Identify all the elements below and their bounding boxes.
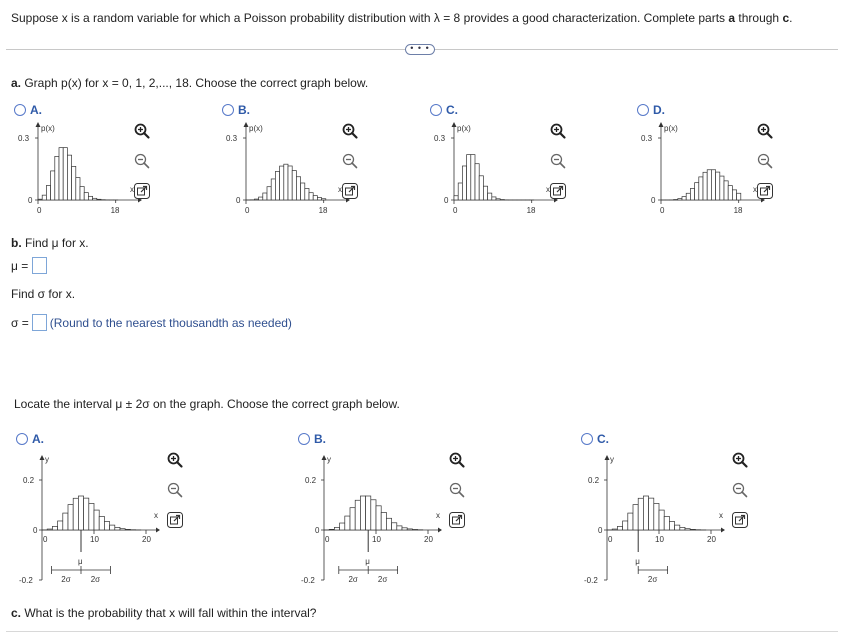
y-tick-top: 0.3 — [434, 134, 446, 143]
y-tick-top: 0.2 — [305, 476, 317, 485]
part-a-option-3-zoom-in-icon[interactable] — [756, 122, 776, 142]
sigma-input[interactable] — [32, 314, 47, 331]
bar — [350, 508, 355, 530]
part-b-prompt — [11, 236, 89, 250]
question-prefix: Suppose x is a random variable for which a Poisson probability distribution with λ = 8 provides a good characterization. Complete parts — [11, 11, 729, 25]
bar — [471, 155, 475, 200]
part-a-graph-2 — [430, 118, 560, 218]
x-tick-end: 20 — [142, 535, 151, 544]
part-a-option-0[interactable] — [14, 103, 42, 117]
bar — [716, 172, 720, 200]
option-letter: A. — [30, 103, 42, 117]
bar — [334, 527, 339, 530]
bar — [76, 178, 80, 200]
mu-label: μ = — [11, 258, 29, 273]
bar — [724, 181, 728, 200]
y-axis-label: y — [610, 455, 614, 464]
bar — [63, 513, 68, 530]
bar — [97, 199, 101, 200]
bar — [52, 526, 57, 530]
sigma-label: σ = — [11, 315, 29, 330]
y-axis-label: p(x) — [41, 124, 55, 133]
y-tick-zero: 0 — [28, 196, 33, 205]
bottom-divider — [6, 631, 838, 632]
bar — [492, 197, 496, 200]
bar — [454, 196, 458, 200]
sigma-prompt: Find σ for x. — [11, 287, 76, 301]
question-suffix: . — [789, 11, 793, 25]
option-letter: C. — [446, 103, 458, 117]
part-a-option-1[interactable] — [222, 103, 250, 117]
y-tick-zero: 0 — [315, 526, 320, 535]
bar — [690, 188, 694, 200]
x-tick-zero: 0 — [37, 206, 42, 215]
part-c-letter: c. — [11, 606, 22, 620]
bar — [664, 516, 669, 530]
radio-button[interactable] — [14, 104, 26, 116]
bar — [305, 188, 309, 200]
part-a-option-3[interactable] — [637, 103, 665, 117]
part-a-option-1-zoom-out-icon[interactable] — [341, 152, 361, 172]
two-sigma-right-label: 2σ — [377, 575, 388, 584]
bar — [275, 171, 279, 200]
part-a-option-2-open-in-new-window-icon[interactable] — [549, 182, 569, 202]
bar — [267, 187, 271, 200]
part-c-text: What is the probability that x will fall within the interval? — [21, 606, 317, 620]
option-letter: B. — [314, 432, 326, 446]
bar — [680, 527, 685, 530]
question-text — [11, 11, 792, 25]
x-tick-zero: 0 — [43, 535, 48, 544]
part-a-option-0-open-in-new-window-icon[interactable] — [133, 182, 153, 202]
x-axis-label: x — [546, 185, 550, 194]
locate-graph-0 — [16, 452, 186, 585]
part-a-option-0-zoom-out-icon[interactable] — [133, 152, 153, 172]
bar — [46, 185, 50, 200]
mu-label: μ — [635, 557, 640, 566]
locate-graph-2 — [581, 452, 751, 585]
bar — [329, 529, 334, 530]
bar — [623, 521, 628, 530]
bar — [292, 171, 296, 200]
locate-option-1[interactable] — [298, 432, 326, 446]
bar — [386, 518, 391, 530]
bar — [720, 176, 724, 200]
locate-option-0-zoom-out-icon[interactable] — [166, 481, 186, 501]
x-tick-zero: 0 — [325, 535, 330, 544]
bar — [617, 526, 622, 530]
bar — [63, 148, 67, 200]
bar — [110, 525, 115, 530]
two-sigma-right-label: 2σ — [647, 575, 658, 584]
bar — [458, 183, 462, 200]
radio-button[interactable] — [298, 433, 310, 445]
mu-answer-row — [11, 257, 47, 274]
locate-option-1-zoom-in-icon[interactable] — [448, 451, 468, 471]
two-sigma-left-label: 2σ — [348, 575, 358, 584]
locate-graph-1 — [298, 452, 468, 585]
x-tick-end: 18 — [526, 206, 536, 215]
part-a-option-3-open-in-new-window-icon[interactable] — [756, 182, 776, 202]
bar — [301, 183, 305, 200]
mu-label: μ — [78, 557, 83, 566]
part-a-graph-3 — [637, 118, 767, 218]
y-tick-top: 0.2 — [588, 476, 600, 485]
locate-option-2[interactable] — [581, 432, 609, 446]
bar — [67, 155, 71, 200]
x-tick-zero: 0 — [660, 206, 665, 215]
bar — [392, 523, 397, 530]
bar — [678, 199, 682, 200]
option-letter: A. — [32, 432, 44, 446]
bar — [737, 193, 741, 200]
bar — [125, 529, 130, 530]
bar — [78, 496, 83, 530]
bar — [360, 496, 365, 530]
part-a-option-0-zoom-in-icon[interactable] — [133, 122, 153, 142]
bar — [59, 148, 63, 200]
bar — [479, 176, 483, 200]
bar — [695, 183, 699, 200]
more-button[interactable]: • • • — [405, 44, 435, 55]
bar — [669, 522, 674, 530]
bar — [104, 522, 109, 530]
x-axis-label: x — [130, 185, 134, 194]
part-a-letter: a. — [11, 76, 22, 90]
bar — [38, 199, 42, 200]
bar — [643, 496, 648, 530]
bar — [483, 186, 487, 200]
part-a-option-1-open-in-new-window-icon[interactable] — [341, 182, 361, 202]
locate-option-2-zoom-in-icon[interactable] — [731, 451, 751, 471]
sigma-hint: (Round to the nearest thousandth as needed) — [49, 315, 292, 330]
bar — [72, 166, 76, 200]
bar — [703, 172, 707, 200]
y-tick-top: 0.2 — [23, 476, 35, 485]
x-tick-zero: 0 — [245, 206, 250, 215]
part-a-text: Graph p(x) for x = 0, 1, 2,..., 18. Choose the correct graph below. — [21, 76, 369, 90]
bar — [317, 198, 321, 200]
bar — [682, 197, 686, 200]
y-tick-bottom: -0.2 — [19, 576, 33, 585]
radio-button[interactable] — [16, 433, 28, 445]
locate-option-0-open-in-new-window-icon[interactable] — [166, 511, 186, 531]
bar — [496, 199, 500, 200]
bar — [89, 503, 94, 530]
locate-option-2-open-in-new-window-icon[interactable] — [731, 511, 751, 531]
bar — [296, 177, 300, 200]
bar — [402, 528, 407, 530]
part-a-graph-0 — [14, 118, 144, 218]
bar — [675, 525, 680, 530]
x-axis-label: x — [753, 185, 757, 194]
radio-button[interactable] — [581, 433, 593, 445]
bar — [728, 186, 732, 200]
radio-button[interactable] — [430, 104, 442, 116]
bar — [42, 195, 46, 200]
locate-option-0[interactable] — [16, 432, 44, 446]
bar — [84, 193, 88, 200]
bar — [345, 516, 350, 530]
bar — [638, 498, 643, 530]
mu-input[interactable] — [32, 257, 47, 274]
y-tick-top: 0.3 — [641, 134, 653, 143]
question-part-c-ref: c — [782, 11, 790, 25]
x-axis-label: x — [436, 511, 440, 520]
x-tick-end: 18 — [318, 206, 328, 215]
bar — [73, 498, 78, 530]
part-b-text: Find μ for x. — [21, 236, 89, 250]
radio-button[interactable] — [637, 104, 649, 116]
bar — [94, 510, 99, 530]
bar — [93, 198, 97, 200]
y-tick-bottom: -0.2 — [301, 576, 315, 585]
bar — [654, 503, 659, 530]
bar — [288, 166, 292, 200]
option-letter: C. — [597, 432, 609, 446]
part-a-prompt — [11, 76, 368, 90]
part-a-option-2[interactable] — [430, 103, 458, 117]
y-tick-top: 0.3 — [18, 134, 30, 143]
bar — [397, 526, 402, 530]
bar — [488, 193, 492, 200]
part-b-letter: b. — [11, 236, 22, 250]
locate-option-0-zoom-in-icon[interactable] — [166, 451, 186, 471]
bar — [366, 496, 371, 530]
y-tick-zero: 0 — [651, 196, 656, 205]
bar — [340, 523, 345, 530]
bar — [628, 513, 633, 530]
bar — [462, 166, 466, 200]
bar — [55, 156, 59, 200]
bar — [84, 498, 89, 530]
bar — [412, 529, 417, 530]
question-middle: through — [735, 11, 783, 25]
bar — [732, 190, 736, 200]
bar — [690, 529, 695, 530]
radio-button[interactable] — [222, 104, 234, 116]
x-tick-end: 18 — [733, 206, 743, 215]
bar — [51, 171, 55, 200]
bar — [80, 187, 84, 200]
bar — [99, 516, 104, 530]
bar — [686, 193, 690, 200]
bar — [313, 196, 317, 200]
part-a-option-2-zoom-in-icon[interactable] — [549, 122, 569, 142]
bar — [271, 179, 275, 200]
bar — [649, 498, 654, 530]
two-sigma-right-label: 2σ — [90, 575, 101, 584]
part-c-prompt — [11, 606, 316, 620]
y-tick-zero: 0 — [598, 526, 603, 535]
bar — [707, 170, 711, 200]
sigma-answer-row — [11, 314, 292, 331]
y-axis-label: p(x) — [249, 124, 263, 133]
x-tick-mid: 10 — [372, 535, 381, 544]
bar — [407, 529, 412, 530]
option-letter: D. — [653, 103, 665, 117]
locate-option-2-zoom-out-icon[interactable] — [731, 481, 751, 501]
bar — [381, 512, 386, 530]
y-axis-label: y — [45, 455, 49, 464]
part-a-graph-1 — [222, 118, 352, 218]
bar — [685, 529, 690, 530]
x-tick-zero: 0 — [453, 206, 458, 215]
bar — [322, 199, 326, 200]
question-part-a-ref: a — [728, 11, 736, 25]
bar — [376, 506, 381, 530]
part-a-option-2-zoom-out-icon[interactable] — [549, 152, 569, 172]
y-axis-label: p(x) — [457, 124, 471, 133]
y-tick-zero: 0 — [444, 196, 449, 205]
y-tick-top: 0.3 — [226, 134, 238, 143]
mu-label: μ — [365, 557, 370, 566]
bar — [355, 500, 360, 530]
x-axis-label: x — [338, 185, 342, 194]
bar — [120, 529, 125, 530]
bar — [612, 529, 617, 530]
y-tick-zero: 0 — [236, 196, 241, 205]
x-tick-end: 18 — [110, 206, 120, 215]
part-a-option-1-zoom-in-icon[interactable] — [341, 122, 361, 142]
bar — [284, 164, 288, 200]
bar — [475, 164, 479, 200]
x-tick-zero: 0 — [608, 535, 613, 544]
bar — [263, 193, 267, 200]
bar — [58, 521, 63, 530]
y-axis-label: y — [327, 455, 331, 464]
bar — [699, 177, 703, 200]
bar — [633, 505, 638, 530]
bar — [47, 529, 52, 530]
x-tick-end: 20 — [707, 535, 716, 544]
bar — [280, 166, 284, 200]
bar — [88, 196, 92, 200]
bar — [309, 193, 313, 200]
y-axis-label: p(x) — [664, 124, 678, 133]
bar — [371, 500, 376, 530]
y-tick-bottom: -0.2 — [584, 576, 598, 585]
part-a-option-3-zoom-out-icon[interactable] — [756, 152, 776, 172]
locate-option-1-zoom-out-icon[interactable] — [448, 481, 468, 501]
two-sigma-left-label: 2σ — [61, 575, 71, 584]
x-axis-label: x — [154, 511, 158, 520]
x-tick-mid: 10 — [90, 535, 99, 544]
x-tick-end: 20 — [424, 535, 433, 544]
bar — [259, 197, 263, 200]
locate-option-1-open-in-new-window-icon[interactable] — [448, 511, 468, 531]
locate-prompt: Locate the interval μ ± 2σ on the graph. Choose the correct graph below. — [14, 397, 400, 411]
bar — [254, 199, 258, 200]
bar — [659, 510, 664, 530]
x-tick-mid: 10 — [655, 535, 664, 544]
bar — [68, 505, 73, 530]
x-axis-label: x — [719, 511, 723, 520]
bar — [711, 170, 715, 200]
bar — [467, 155, 471, 200]
option-letter: B. — [238, 103, 250, 117]
y-tick-zero: 0 — [33, 526, 38, 535]
bar — [115, 527, 120, 530]
